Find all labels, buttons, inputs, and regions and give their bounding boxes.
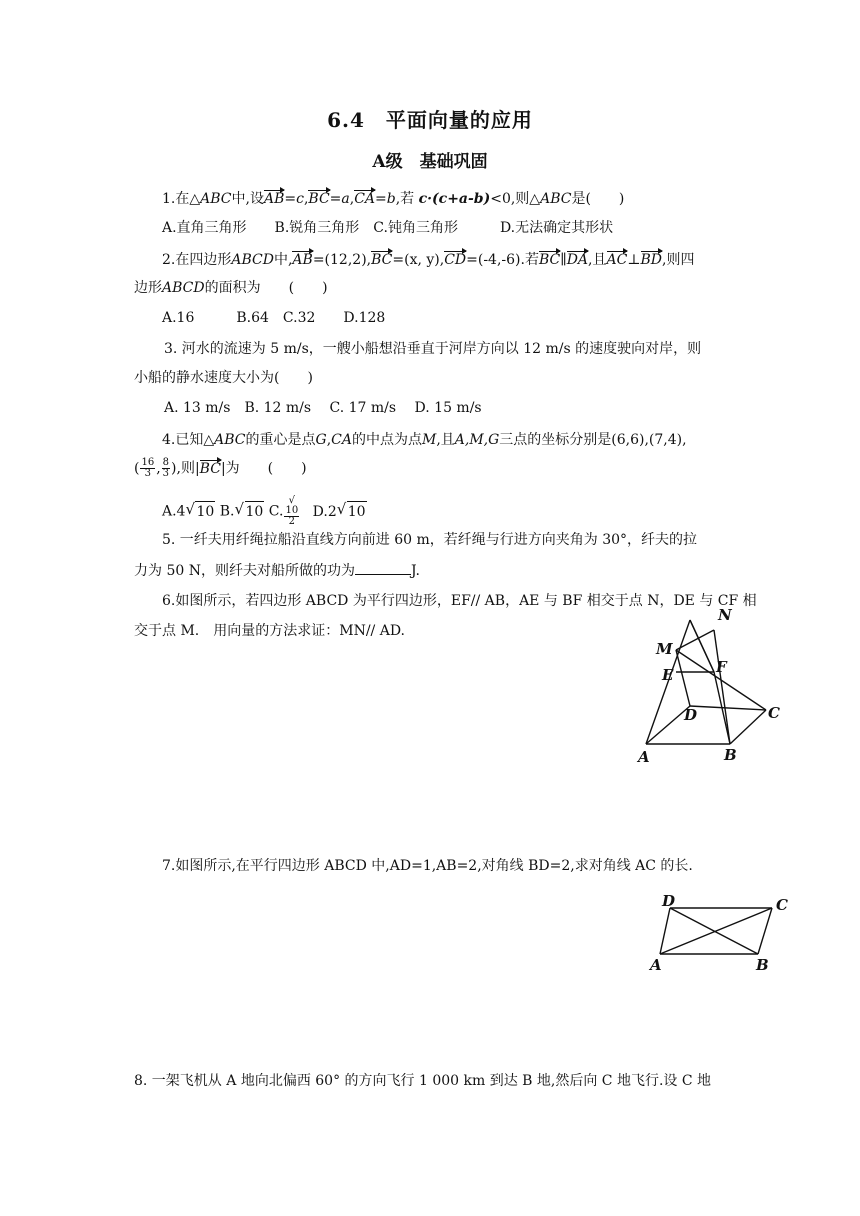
question-6-stem-cont: 交于点 M. 用向量的方法求证：MN// AD. [134,623,405,639]
label-m: M [656,640,673,658]
fraction: √ 10 2 [285,495,299,527]
segment-nb [714,630,730,744]
page-title: 6.4 平面向量的应用 [327,108,533,132]
diagonal-ac [660,908,772,954]
question-3-stem-cont: 小船的静水速度大小为( ) [134,370,313,386]
question-1-stem: 1.在△ABC中,设AB=c,BC=a,CA=b,若 c·(c+a-b)<0,则△ABC是( ) [162,191,625,207]
label-b: B [756,956,769,974]
label-d: D [662,892,676,910]
question-2-options: A.16 B.64 C.32 D.128 [162,310,386,326]
question-8-stem: 8. 一架飞机从 A 地向北偏西 60° 的方向飞行 1 000 km 到达 B 地,然后向 C 地飞行.设 C 地 [134,1073,712,1089]
question-6-stem: 6.如图所示，若四边形 ABCD 为平行四边形，EF// AB，AE 与 BF 相交于点 N，DE 与 CF 相 [162,593,757,609]
question-4-stem-cont: ( $\frac{16}{3}$ , $\frac{8}{3}$ ),则|BC|为 ( ) [134,457,307,479]
question-2-stem: 2.在四边形ABCD中,AB=(12,2),BC=(x, y),CD=(-4,-6).若BC∥DA,且AC⊥BD,则四 [162,252,695,268]
label-b: B [724,746,737,764]
figure-6-diagram [634,606,794,770]
label-c: C [768,704,780,722]
segment-bc [730,710,766,744]
label-f: F [716,658,727,676]
diagonal-bd [670,908,758,954]
segment-mn [676,630,714,650]
segment-bc [758,908,772,954]
label-c: C [776,896,788,914]
label-d: D [684,706,698,724]
figure-7-parallelogram [646,890,796,976]
answer-blank [355,560,411,575]
question-7-stem: 7.如图所示,在平行四边形 ABCD 中,AD=1,AB=2,对角线 BD=2,求对角线 AC 的长. [162,858,693,874]
question-2-stem-cont: 边形ABCD的面积为 ( ) [134,280,328,296]
label-n: N [718,606,732,624]
label-a: A [638,748,650,766]
segment-ad [660,908,670,954]
fraction: $\frac{8}{3}$ [162,457,170,479]
question-4-stem: 4.已知△ABC的重心是点G,CA的中点为点M,且A,M,G三点的坐标分别是(6,6),(7,4), [162,432,687,448]
fraction: $\frac{16}{3}$ [141,457,155,479]
question-3-options: A. 13 m/s B. 12 m/s C. 17 m/s D. 15 m/s [164,400,482,416]
question-4-options: A.4√ 10 B.√ 10 C. √ 10 2 D.2√ 10 [162,496,367,527]
question-5-stem-cont: 力为 50 N，则纤夫对船所做的功为 J. [134,560,420,581]
label-a: A [650,956,662,974]
label-e: E [662,666,674,684]
question-5-stem: 5. 一纤夫用纤绳拉船沿直线方向前进 60 m，若纤绳与行进方向夹角为 30°，纤夫的拉 [162,532,698,548]
segment-dc [690,706,766,710]
section-subtitle: A级 基础巩固 [372,152,488,172]
question-3-stem: 3. 河水的流速为 5 m/s，一艘小船想沿垂直于河岸方向以 12 m/s 的速度驶向对岸，则 [164,341,702,357]
question-1-options: A.直角三角形 B.锐角三角形 C.钝角三角形 D.无法确定其形状 [162,220,614,236]
